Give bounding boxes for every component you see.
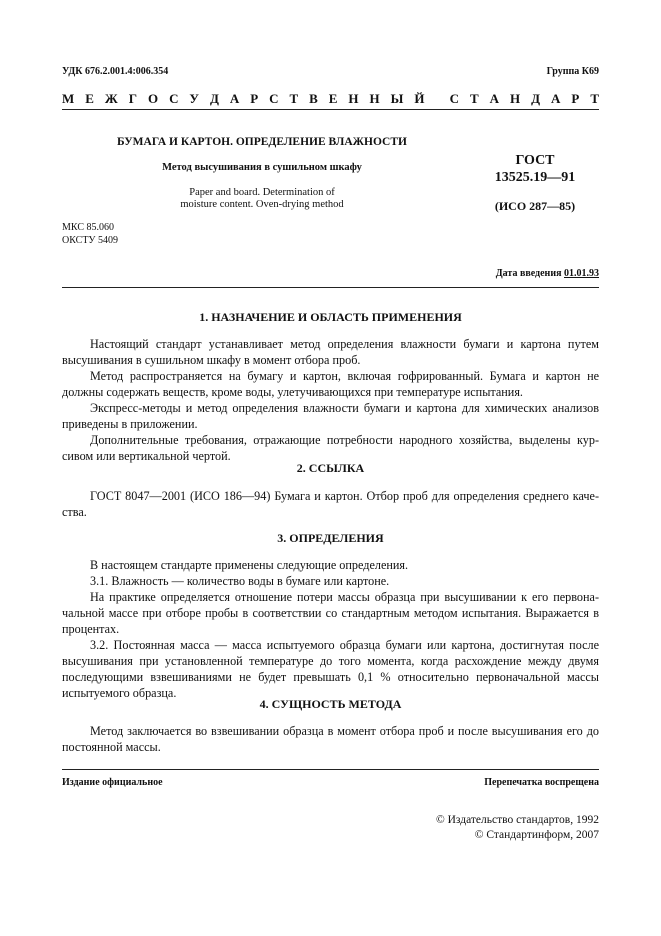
banner-letter: Н <box>510 91 521 106</box>
edition-note: Издание официальное <box>62 777 163 788</box>
banner-letter: С <box>269 91 279 106</box>
section-1-paragraph: Экспресс-методы и метод определения влажности бумаги и картона для химических анализов приведены в приложении. <box>62 401 599 431</box>
english-title-line1: Paper and board. Determination of <box>189 187 335 198</box>
banner-letter: А <box>551 91 561 106</box>
banner-letter: Д <box>531 91 541 106</box>
reprint-note: Перепечатка воспрещена <box>484 777 599 788</box>
banner-letter: Т <box>289 91 299 106</box>
intro-date-label: Дата введения <box>495 268 562 279</box>
okstu-code: ОКСТУ 5409 <box>62 235 119 246</box>
banner-letter: Е <box>85 91 94 106</box>
banner-letter: Р <box>250 91 259 106</box>
section-1-body <box>62 336 599 464</box>
banner-letter: Т <box>470 91 479 106</box>
banner-letter: В <box>309 91 318 106</box>
banner-letter: Г <box>128 91 137 106</box>
banner-letter: А <box>229 91 240 106</box>
section-2-heading: 2. ССЫЛКА <box>296 461 365 475</box>
standard-banner <box>62 91 599 107</box>
group-code: Группа К69 <box>546 66 599 77</box>
mks-code: МКС 85.060 <box>62 222 114 233</box>
banner-rule <box>62 109 599 110</box>
section-3-paragraph: На практике определяется отношение потери массы образца при высушивании к его первоначальной массе при отборе пробы в соответствии со стандартным методом испытания. Выражается в процентах. <box>62 590 599 636</box>
section-3-body <box>62 557 599 701</box>
section-1-heading: 1. НАЗНАЧЕНИЕ И ОБЛАСТЬ ПРИМЕНЕНИЯ <box>199 310 462 324</box>
copyright-1: © Издательство стандартов, 1992 <box>435 814 599 826</box>
gost-label: ГОСТ <box>515 153 555 168</box>
document-title: БУМАГА И КАРТОН. ОПРЕДЕЛЕНИЕ ВЛАЖНОСТИ <box>117 136 407 148</box>
banner-letter: М <box>62 91 75 106</box>
banner-letter: Ж <box>104 91 118 106</box>
banner-letter: У <box>189 91 199 106</box>
intro-date-value: 01.01.93 <box>564 268 599 279</box>
section-4-body <box>62 723 599 755</box>
copyright-2: © Стандартинформ, 2007 <box>474 829 599 841</box>
iso-number: (ИСО 287—85) <box>494 199 576 213</box>
section-4-paragraph: Метод заключается во взвешивании образца в момент отбора проб и после высушивания его до постоянной массы. <box>62 724 599 754</box>
banner-letter: Й <box>414 91 425 106</box>
section-3-paragraph: 3.2. Постоянная масса — масса испытуемого образца бумаги или картона, достигнутая после высушивания при установленной температуре до того момента, когда расхождение между двумя последующими взвешиваниями не будет превышать 0,1 % относительно первоначальной массы испытуемого образца. <box>62 638 599 700</box>
banner-letter: А <box>489 91 500 106</box>
document-subtitle: Метод высушивания в сушильном шкафу <box>162 162 362 173</box>
banner-letter: Д <box>209 91 219 106</box>
banner-letter: С <box>169 91 179 106</box>
section-4-heading: 4. СУЩНОСТЬ МЕТОДА <box>259 697 402 711</box>
section-2-body <box>62 488 599 520</box>
section-1-paragraph: Настоящий стандарт устанавливает метод определения влажности бумаги и картона путем высушивания в сушильном шкафу в момент отбора проб. <box>62 337 599 367</box>
banner-letter: Т <box>590 91 599 106</box>
section-2-paragraph: ГОСТ 8047—2001 (ИСО 186—94) Бумага и картон. Отбор проб для определения среднего качества. <box>62 489 599 519</box>
banner-letter: Н <box>348 91 359 106</box>
section-1-paragraph: Метод распространяется на бумагу и картон, включая гофрированный. Бумага и картон не должны содержать веществ, кроме воды, улетучивающихся при температуре испытания. <box>62 369 599 399</box>
section-3-paragraph: В настоящем стандарте применены следующие определения. <box>90 558 409 572</box>
banner-letter: О <box>147 91 159 106</box>
udk-code: УДК 676.2.001.4:006.354 <box>62 66 169 77</box>
section-3-heading: 3. ОПРЕДЕЛЕНИЯ <box>277 531 384 545</box>
section-1-paragraph: Дополнительные требования, отражающие потребности народного хозяйства, выделены курсивом или вертикальной чертой. <box>62 433 599 463</box>
banner-letter: Ы <box>390 91 404 106</box>
intro-date <box>496 268 599 279</box>
header-rule <box>62 287 599 288</box>
english-title-line2: moisture content. Oven-drying method <box>180 199 344 210</box>
gost-number: 13525.19—91 <box>494 170 576 185</box>
section-3-paragraph: 3.1. Влажность — количество воды в бумаге или картоне. <box>90 574 390 588</box>
banner-letter: С <box>449 91 460 106</box>
banner-letter <box>435 91 438 107</box>
banner-letter: Е <box>328 91 338 106</box>
banner-letter: Н <box>369 91 380 106</box>
banner-letter: Р <box>571 91 580 106</box>
footer-rule <box>62 769 599 770</box>
